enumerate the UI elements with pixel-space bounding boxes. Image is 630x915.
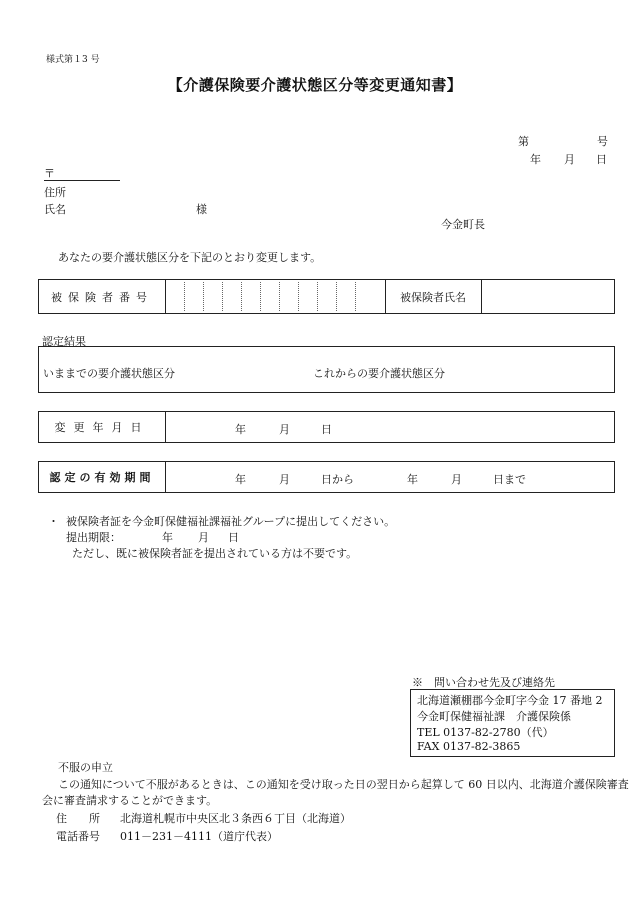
validity-to-day: 日まで bbox=[493, 473, 526, 486]
change-month: 月 bbox=[279, 423, 290, 436]
form-number: 様式第１3 号 bbox=[46, 55, 100, 65]
name-label: 氏名 bbox=[44, 203, 66, 216]
appeal-text-line1: この通知について不服があるときは、この通知を受け取った日の翌日から起算して 60 日以内、北海道介護保険審査 bbox=[58, 778, 629, 791]
certification-result-label: 認定結果 bbox=[42, 335, 86, 348]
change-date-label: 変更年月日 bbox=[39, 412, 166, 442]
new-level-label: これからの要介護状態区分 bbox=[313, 367, 445, 380]
address-label: 住所 bbox=[44, 186, 66, 199]
appeal-address-value: 北海道札幌市中央区北３条西６丁目（北海道） bbox=[120, 812, 351, 825]
issue-year: 年 bbox=[530, 153, 541, 166]
appeal-title: 不服の申立 bbox=[58, 761, 113, 774]
issue-month: 月 bbox=[564, 153, 575, 166]
postal-code-field: 〒 bbox=[44, 168, 120, 181]
contact-address: 北海道瀬棚郡今金町字今金 17 番地 2 bbox=[417, 694, 603, 707]
intro-text: あなたの要介護状態区分を下記のとおり変更します。 bbox=[58, 251, 322, 264]
insured-number-label: 被保険者番号 bbox=[39, 280, 166, 313]
change-date-row bbox=[38, 411, 615, 443]
appeal-phone-value: 011－231－4111（道庁代表） bbox=[120, 830, 278, 843]
deadline-month: 月 bbox=[198, 531, 209, 544]
validity-from-month: 月 bbox=[279, 473, 290, 486]
appeal-address-label: 住 所 bbox=[56, 812, 100, 825]
appeal-address bbox=[56, 810, 351, 826]
validity-to-month: 月 bbox=[451, 473, 462, 486]
honorific: 様 bbox=[196, 203, 207, 216]
deadline-label: 提出期限： bbox=[66, 531, 121, 544]
appeal-text-line2: 会に審査請求することができます。 bbox=[42, 794, 218, 807]
number-go: 号 bbox=[597, 135, 608, 148]
insured-name-label: 被保険者氏名 bbox=[385, 280, 482, 313]
note-bullet: ・ bbox=[48, 515, 59, 528]
deadline-day: 日 bbox=[228, 531, 239, 544]
contact-department: 今金町保健福祉課 介護保険係 bbox=[417, 710, 571, 723]
validity-from-year: 年 bbox=[235, 473, 246, 486]
change-year: 年 bbox=[235, 423, 246, 436]
page-title: 【介護保険要介護状態区分等変更通知書】 bbox=[167, 76, 463, 94]
validity-from-day: 日から bbox=[321, 473, 354, 486]
appeal-phone-label: 電話番号 bbox=[56, 830, 100, 843]
validity-period-label: 認定の有効期間 bbox=[39, 462, 166, 492]
validity-period-row bbox=[38, 461, 615, 493]
document-number-line bbox=[518, 133, 608, 149]
contact-tel: TEL 0137-82-2780（代） bbox=[417, 726, 554, 739]
validity-to-year: 年 bbox=[407, 473, 418, 486]
deadline-year: 年 bbox=[162, 531, 173, 544]
contact-heading: ※ 問い合わせ先及び連絡先 bbox=[412, 676, 555, 689]
note-exemption: ただし、既に被保険者証を提出されている方は不要です。 bbox=[72, 547, 358, 560]
note-submit-card: 被保険者証を今金町保健福祉課福祉グループに提出してください。 bbox=[66, 515, 396, 528]
contact-fax: FAX 0137-82-3865 bbox=[417, 740, 521, 753]
previous-level-label: いままでの要介護状態区分 bbox=[43, 367, 175, 380]
change-day: 日 bbox=[321, 423, 332, 436]
contact-box bbox=[410, 689, 615, 757]
issue-day: 日 bbox=[596, 153, 607, 166]
appeal-phone bbox=[56, 828, 278, 844]
insured-number-digit-boxes bbox=[165, 280, 386, 313]
insured-info-row bbox=[38, 279, 615, 314]
sender-mayor: 今金町長 bbox=[441, 218, 485, 231]
number-dai: 第 bbox=[518, 135, 529, 148]
certification-result-box bbox=[38, 346, 615, 393]
